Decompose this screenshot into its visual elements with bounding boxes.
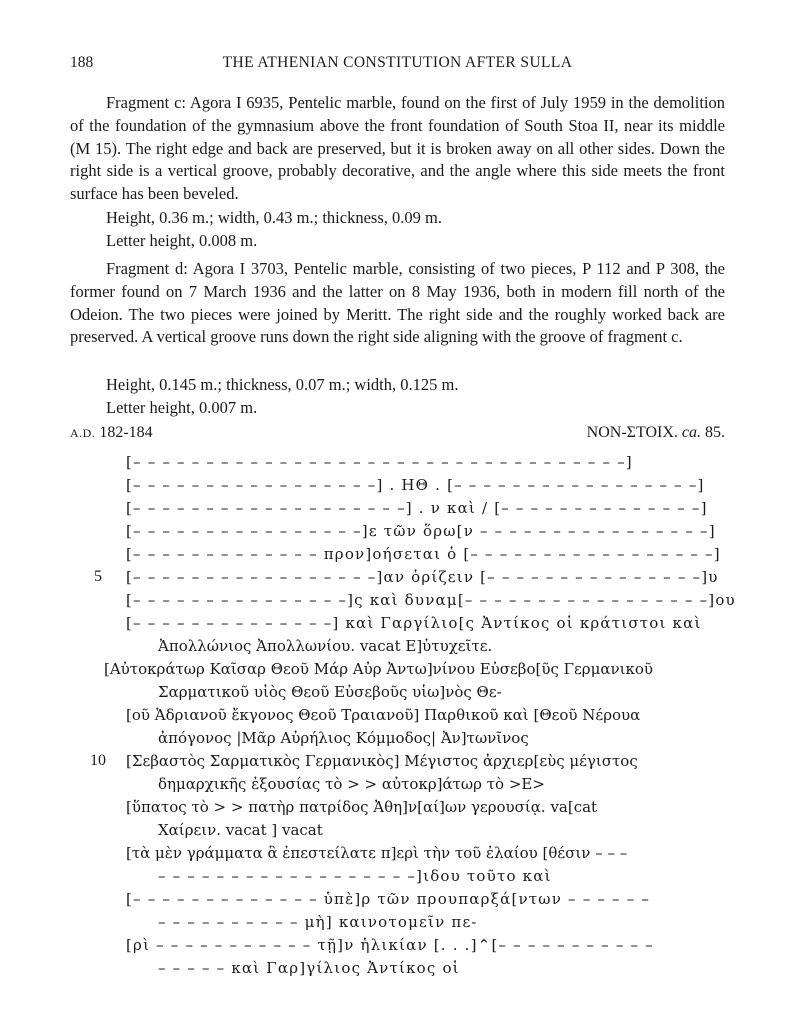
line-number-10: 10: [90, 752, 106, 769]
page-header: [70, 54, 725, 76]
inscription-line: [ὕπατος τὸ > > πατὴρ πατρίδος Ἀθη]ν[αί]ων γερουσίᾳ. va[cat: [126, 798, 598, 816]
fragment-d-paragraph: [70, 258, 725, 349]
date-label: [70, 424, 153, 442]
inscription-line: [– – – – – – – – – – – – – – – – –] . ΗΘ . [– – – – – – – – – – – – – – – – –]: [126, 476, 705, 494]
inscription-line: [ρὶ – – – – – – – – – – – τῇ]ν ἡλικίαν [. . .]⌃[– – – – – – – – – – –: [126, 936, 654, 954]
date-years: 182-184: [99, 424, 153, 441]
line-number-5: 5: [94, 568, 102, 585]
fragment-d-measurements: [106, 374, 458, 420]
letter-count: 85.: [705, 424, 725, 441]
inscription-line: δημαρχικῆς ἐξουσίας τὸ > > αὐτοκρ]άτωρ τὸ >E>: [158, 775, 545, 793]
inscription-line: [– – – – – – – – – – – – – προν]οήσεται ὁ [– – – – – – – – – – – – – – – – –]: [126, 545, 721, 563]
inscription-line: Χαίρειν. vacat ] vacat: [158, 821, 323, 839]
greek-inscription: [0, 452, 787, 977]
inscription-line: [– – – – – – – – – – – – – – – – –]αν ὁρίζειν [– – – – – – – – – – – – – – –]υ: [126, 568, 719, 586]
inscription-date-row: [70, 424, 725, 448]
inscription-line: Ἀπολλώνιος Ἀπολλωνίου. vacat E]ὐτυχεῖτε.: [158, 637, 493, 655]
inscription-line: [Σεβαστὸς Σαρματικὸς Γερμανικὸς] Μέγιστος ἀρχιερ[εὺς μέγιστος: [126, 752, 638, 770]
inscription-line: [– – – – – – – – – – – – – ὑπὲ]ρ τῶν προυπαρξά[ντων – – – – – –: [126, 890, 651, 908]
inscription-line: [τὰ μὲν γράμματα ἃ ἐπεστείλατε π]ερὶ τὴν τοῦ ἐλαίου [θέσιν – – –: [126, 844, 628, 862]
inscription-line: Σαρματικοῦ υἱὸς Θεοῦ Εὐσεβοῦς υἱω]νὸς Θε-: [158, 683, 502, 701]
stoichedon-label: [587, 424, 725, 442]
inscription-line: [– – – – – – – – – – – – – – – – – – – – – – – – – – – – – – – – – –]: [126, 453, 633, 471]
fragment-c-dimensions: Height, 0.36 m.; width, 0.43 m.; thickness, 0.09 m.: [106, 208, 442, 227]
inscription-line: – – – – – – – – – – μὴ] καινοτομεῖν πε-: [158, 913, 478, 931]
inscription-line: ἀπόγονος |Μᾶρ Αὐρήλιος Κόμμοδος| Ἀν]τωνῖνος: [158, 729, 529, 747]
inscription-line: [Αὐτοκράτωρ Καῖσαρ Θεοῦ Μάρ Αὐρ Ἀντω]νίνου Εὐσεβο[ῦς Γερμανικοῦ: [104, 660, 654, 678]
inscription-line: [οῦ Ἁδριανοῦ ἔκγονος Θεοῦ Τραιανοῦ] Παρθικοῦ καὶ [Θεοῦ Νέρουα: [126, 706, 641, 724]
circa-label: ca.: [681, 424, 701, 441]
fragment-c-paragraph: [70, 92, 725, 206]
inscription-line: [– – – – – – – – – – – – – – –]ς καὶ δυναμ[– – – – – – – – – – – – – – – – –]ου: [126, 591, 736, 609]
fragment-d-letter-height: Letter height, 0.007 m.: [106, 397, 258, 417]
inscription-line: [– – – – – – – – – – – – – –] καὶ Γαργίλιο[ς Ἀντίκος οἱ κράτιστοι καὶ: [126, 614, 702, 632]
fragment-d-description: Fragment d: Agora I 3703, Pentelic marble, consisting of two pieces, P 112 and P 308, the former found on 7 March 1936 and the latter on 8 May 1936, both in modern fill north of the Odeion. The two pieces were joined by Meritt. The right side and the roughly worked back are preserved. A vertical groove runs down the right side aligning with the groove of fragment c.: [70, 259, 725, 347]
inscription-line: – – – – – καὶ Γαρ]γίλιος Ἀντίκος οἱ: [158, 959, 460, 977]
fragment-d-dimensions: Height, 0.145 m.; thickness, 0.07 m.; width, 0.125 m.: [106, 375, 459, 394]
inscription-line: [– – – – – – – – – – – – – – – –]ε τῶν ὅρω[ν – – – – – – – – – – – – – – – –]: [126, 522, 716, 540]
fragment-c-measurements: [106, 207, 442, 253]
era-label: A.D.: [70, 426, 96, 440]
page-number: 188: [70, 54, 94, 71]
stoichedon-text: NON-ΣΤΟΙΧ.: [586, 424, 678, 441]
inscription-line: [– – – – – – – – – – – – – – – – – – –] . ν καὶ / [– – – – – – – – – – – – – –]: [126, 499, 708, 517]
inscription-line: – – – – – – – – – – – – – – – – – –]ιδου τοῦτο καὶ: [158, 867, 552, 885]
running-title: THE ATHENIAN CONSTITUTION AFTER SULLA: [222, 54, 573, 71]
fragment-c-letter-height: Letter height, 0.008 m.: [106, 230, 258, 250]
fragment-c-description: Fragment c: Agora I 6935, Pentelic marble, found on the first of July 1959 in the demolition of the foundation of the gymnasium above the front foundation of South Stoa II, near its middle (M 15). The right edge and back are preserved, but it is broken away on all other sides. Down the right side is a vertical groove, probably decorative, and the angle where this side meets the front surface has been beveled.: [70, 93, 725, 204]
